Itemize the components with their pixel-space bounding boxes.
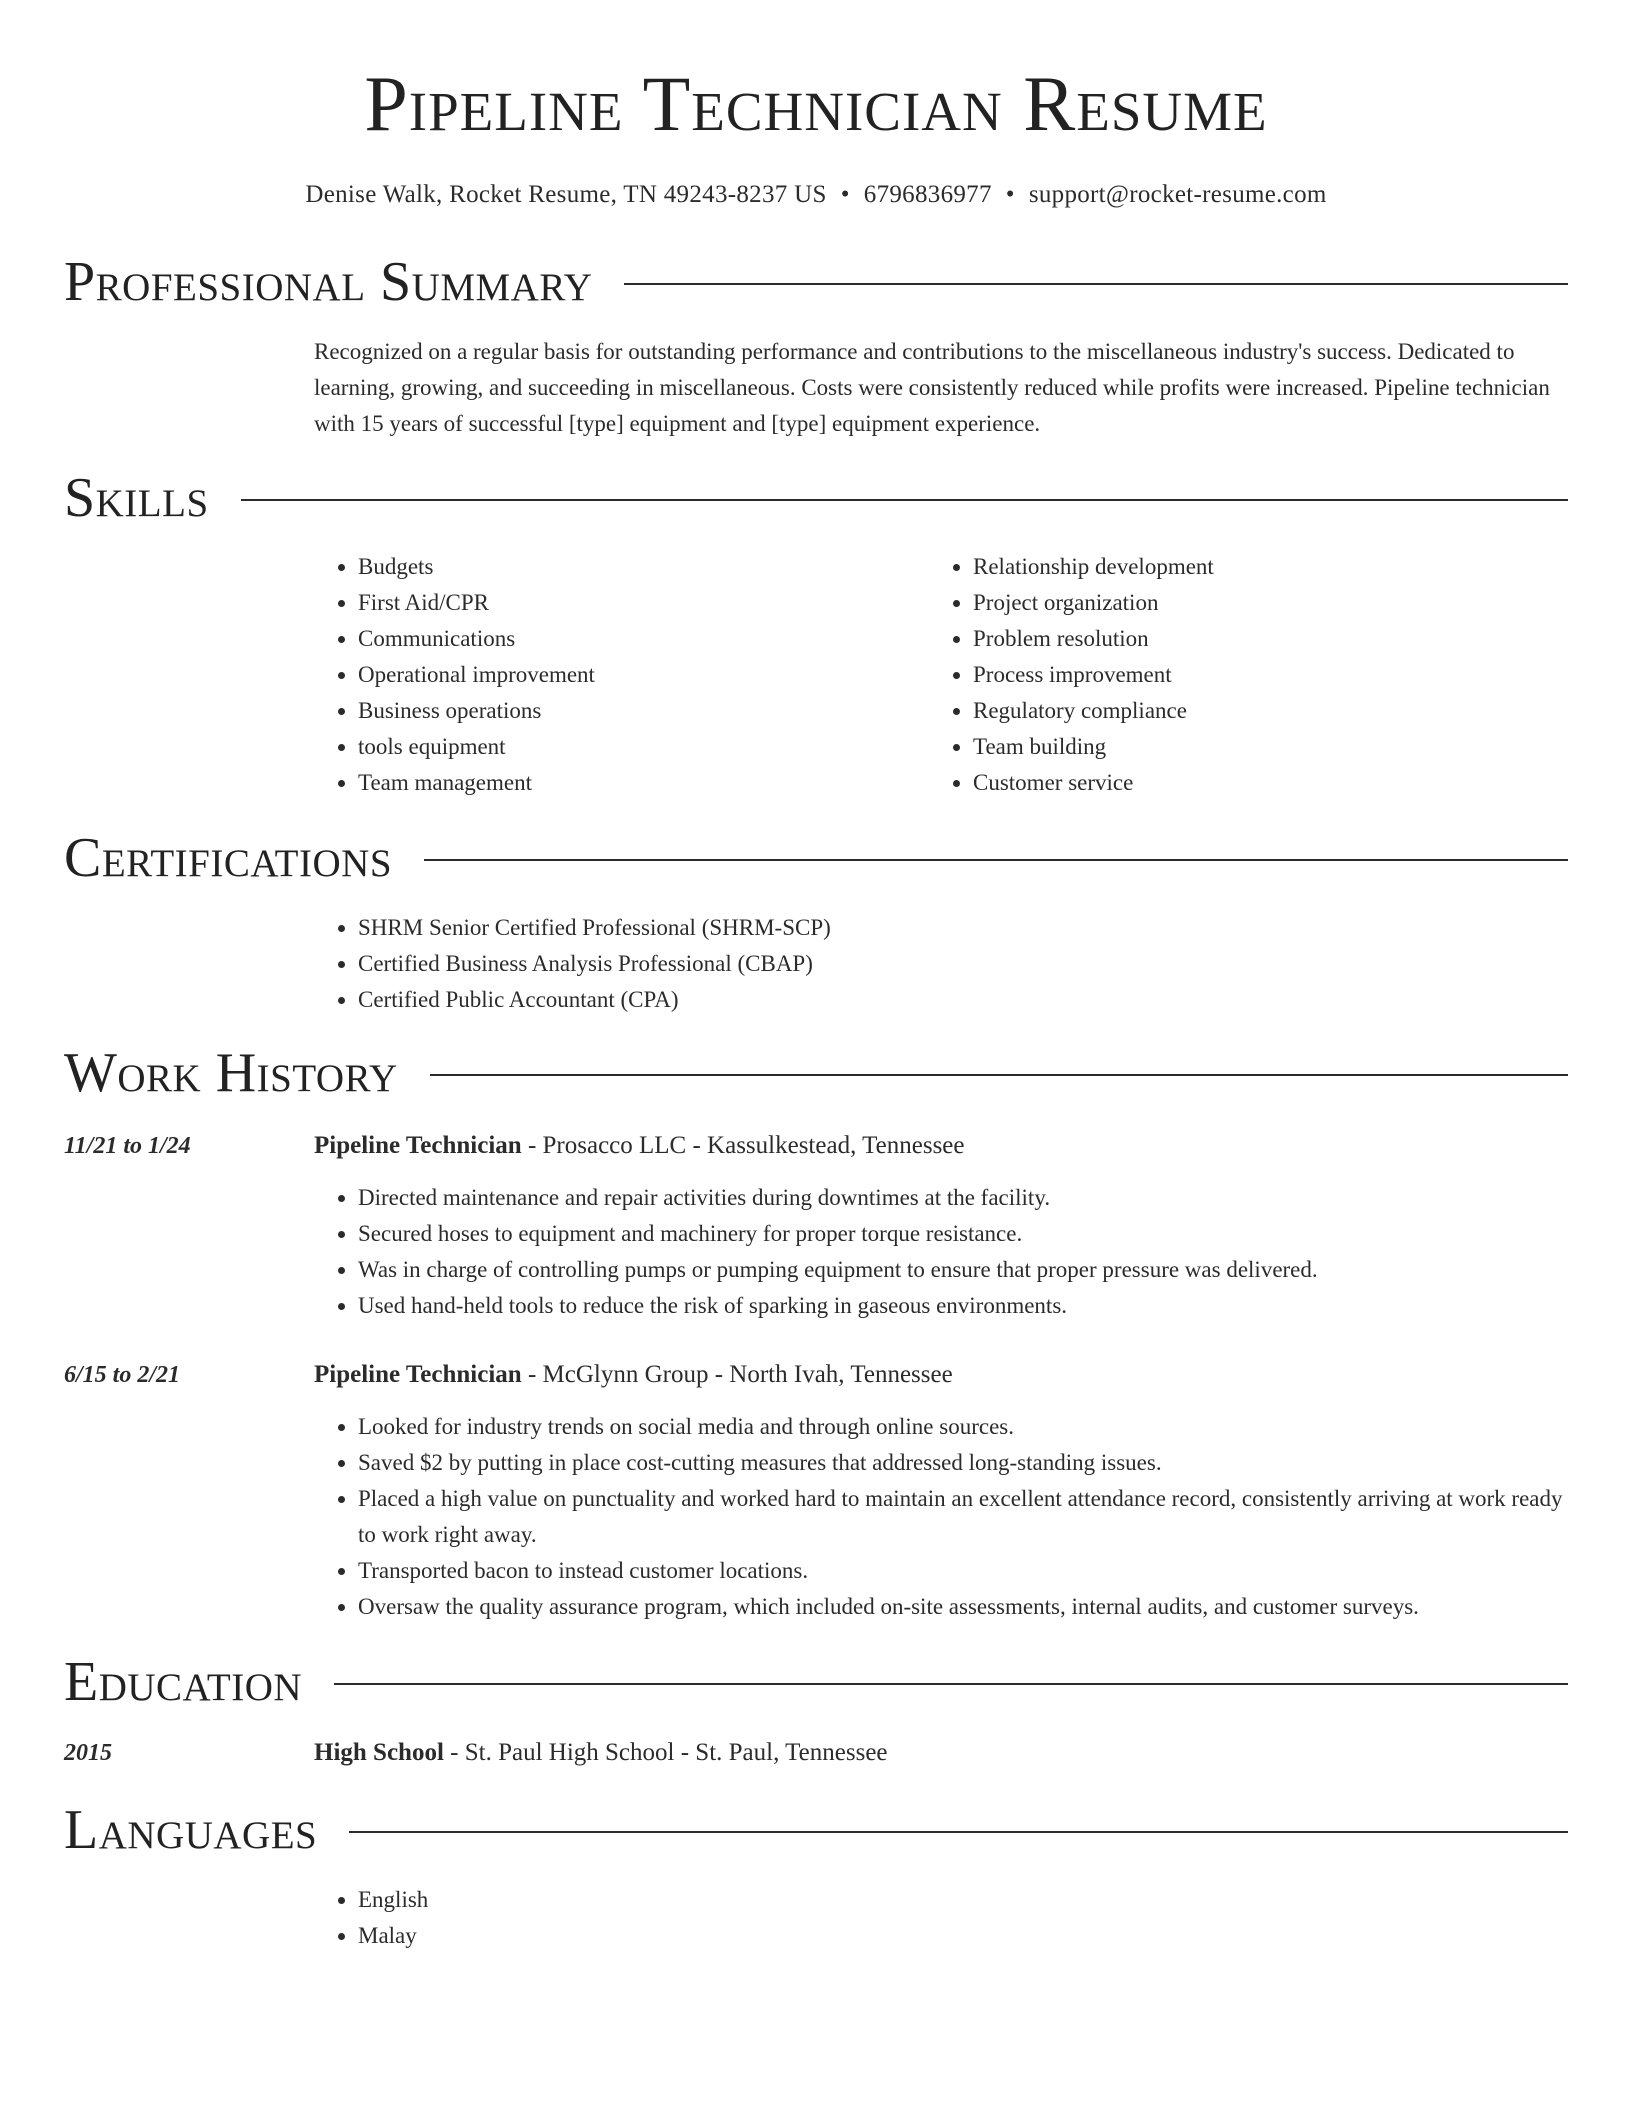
job-header xyxy=(314,1128,1568,1164)
certifications-content xyxy=(314,910,1568,1018)
job-bullets xyxy=(314,1409,1568,1625)
skills-section-header xyxy=(64,468,1568,528)
list-item: • Malay xyxy=(358,1918,1568,1954)
list-item: • Operational improvement xyxy=(358,657,929,693)
skills-right-column xyxy=(929,549,1544,801)
list-item: • Secured hoses to equipment and machinery for proper torque resistance. xyxy=(358,1216,1568,1252)
list-item: • Used hand-held tools to reduce the risk of sparking in gaseous environments. xyxy=(358,1288,1568,1324)
languages-list xyxy=(314,1882,1568,1954)
list-item: • SHRM Senior Certified Professional (SHRM-SCP) xyxy=(358,910,1568,946)
list-item: • Budgets xyxy=(358,549,929,585)
skills-heading: Skills xyxy=(64,467,209,529)
education-header xyxy=(314,1735,1568,1771)
skills-content xyxy=(314,549,1568,801)
contact-line xyxy=(64,180,1568,210)
skills-left-list xyxy=(314,549,929,801)
list-item: • Problem resolution xyxy=(973,621,1544,657)
section-divider xyxy=(424,859,1568,861)
languages-section-header xyxy=(64,1800,1568,1860)
resume-title: Pipeline Technician Resume xyxy=(364,60,1268,147)
education-heading: Education xyxy=(64,1651,303,1713)
summary-text: Recognized on a regular basis for outstanding performance and contributions to the miscellaneous industry's success. Dedicated to learning, growing, and succeeding in miscellaneous. Costs were consistently reduced while profits were increased. Pipeline technician with 15 years of successful [type] equipment and [type] equipment experience. xyxy=(314,339,1550,436)
list-item: • tools equipment xyxy=(358,729,929,765)
summary-content xyxy=(314,334,1568,442)
education-school: - St. Paul High School - St. Paul, Tennessee xyxy=(443,1739,888,1766)
list-item: • Looked for industry trends on social media and through online sources. xyxy=(358,1409,1568,1445)
list-item: • Certified Business Analysis Professional (CBAP) xyxy=(358,946,1568,982)
certifications-list xyxy=(314,910,1568,1018)
job-dates: 11/21 to 1/24 xyxy=(64,1133,191,1159)
list-item: • Team building xyxy=(973,729,1544,765)
job-dates: 6/15 to 2/21 xyxy=(64,1362,181,1388)
list-item: • Certified Public Accountant (CPA) xyxy=(358,982,1568,1018)
section-divider xyxy=(430,1074,1568,1076)
skills-columns xyxy=(314,549,1568,801)
section-divider xyxy=(624,283,1568,285)
list-item: • Directed maintenance and repair activities during downtimes at the facility. xyxy=(358,1180,1568,1216)
job-header xyxy=(314,1357,1568,1393)
education-year: 2015 xyxy=(64,1740,112,1766)
job-title: Pipeline Technician xyxy=(314,1361,522,1388)
resume-page xyxy=(64,0,1568,1948)
list-item: • Was in charge of controlling pumps or pumping equipment to ensure that proper pressure was delivered. xyxy=(358,1252,1568,1288)
contact-email: support@rocket-resume.com xyxy=(1028,181,1327,208)
list-item: • Communications xyxy=(358,621,929,657)
education-section-header xyxy=(64,1652,1568,1712)
languages-heading: Languages xyxy=(64,1799,318,1861)
list-item: • Project organization xyxy=(973,585,1544,621)
list-item: • Saved $2 by putting in place cost-cutting measures that addressed long-standing issues. xyxy=(358,1445,1568,1481)
skills-right-list xyxy=(929,549,1544,801)
list-item: • Oversaw the quality assurance program, which included on-site assessments, internal audits, and customer surveys. xyxy=(358,1589,1568,1625)
summary-section-header xyxy=(64,252,1568,312)
list-item: • Process improvement xyxy=(973,657,1544,693)
contact-separator: • xyxy=(1005,181,1015,208)
section-divider xyxy=(349,1831,1568,1833)
contact-separator: • xyxy=(840,181,850,208)
work-section-header xyxy=(64,1043,1568,1103)
certifications-section-header xyxy=(64,828,1568,888)
work-heading: Work History xyxy=(64,1042,398,1104)
list-item: • First Aid/CPR xyxy=(358,585,929,621)
job-entry xyxy=(314,1128,1568,1324)
contact-phone: 6796836977 xyxy=(863,181,992,208)
certifications-heading: Certifications xyxy=(64,827,393,889)
list-item: • Team management xyxy=(358,765,929,801)
education-entry xyxy=(314,1735,1568,1771)
summary-heading: Professional Summary xyxy=(64,251,593,313)
list-item: • Transported bacon to instead customer locations. xyxy=(358,1553,1568,1589)
list-item: • Customer service xyxy=(973,765,1544,801)
contact-address: Denise Walk, Rocket Resume, TN 49243-8237 US xyxy=(305,181,827,208)
job-bullets xyxy=(314,1180,1568,1324)
list-item: • Business operations xyxy=(358,693,929,729)
job-entry xyxy=(314,1357,1568,1625)
list-item: • English xyxy=(358,1882,1568,1918)
languages-content xyxy=(314,1882,1568,1954)
section-divider xyxy=(334,1683,1568,1685)
list-item: • Relationship development xyxy=(973,549,1544,585)
job-employer: - Prosacco LLC - Kassulkestead, Tennessee xyxy=(521,1132,965,1159)
education-degree: High School xyxy=(314,1739,444,1766)
skills-left-column xyxy=(314,549,929,801)
list-item: • Placed a high value on punctuality and worked hard to maintain an excellent attendance record, consistently arriving at work ready to work right away. xyxy=(358,1481,1568,1553)
job-employer: - McGlynn Group - North Ivah, Tennessee xyxy=(521,1361,953,1388)
section-divider xyxy=(241,499,1568,501)
list-item: • Regulatory compliance xyxy=(973,693,1544,729)
job-title: Pipeline Technician xyxy=(314,1132,522,1159)
